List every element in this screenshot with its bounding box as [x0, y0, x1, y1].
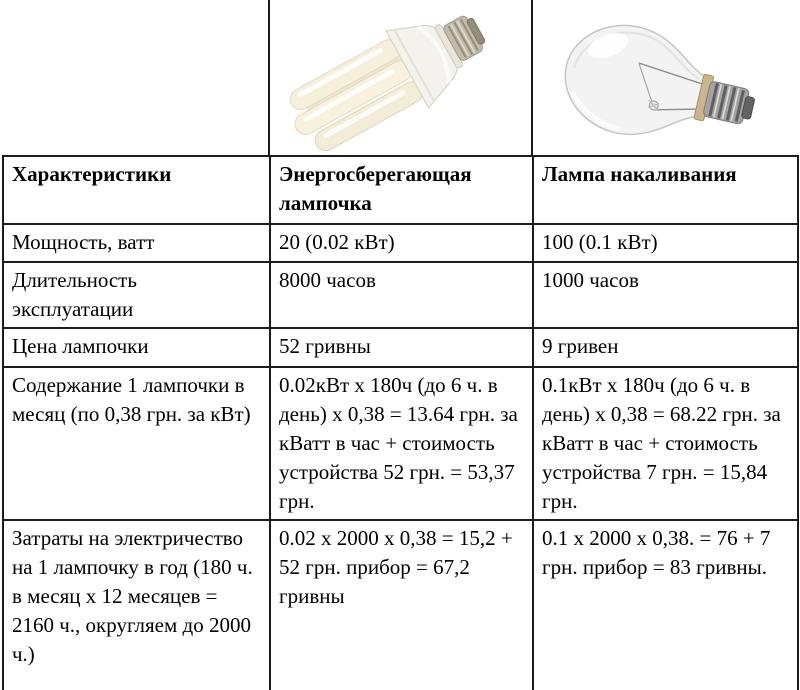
monthly-cost-incandescent-value: 0.1кВт х 180ч (до 6 ч. в день) х 0,38 = 68.22 грн. за кВатт в час + стоимость устройства 7 грн. = 15,84 грн. — [533, 367, 798, 520]
monthly-cost-energy-saving-value: 0.02кВт х 180ч (до 6 ч. в день) х 0,38 = 13.64 грн. за кВатт в час + стоимость устройства 52 грн. = 53,37 грн. — [270, 367, 533, 520]
table-row-yearly-cost — [3, 520, 798, 690]
table-row-monthly-cost — [3, 367, 798, 520]
header-incandescent-lamp: Лампа накаливания — [533, 156, 798, 224]
power-energy-saving-value: 20 (0.02 кВт) — [270, 224, 533, 262]
yearly-cost-energy-saving-value: 0.02 х 2000 х 0,38 = 15,2 + 52 грн. прибор = 67,2 гривны — [270, 520, 533, 690]
table-row-power — [3, 224, 798, 262]
monthly-cost-label: Содержание 1 лампочки в месяц (по 0,38 грн. за кВт) — [3, 367, 270, 520]
incandescent-lamp-photo — [556, 12, 760, 162]
lifetime-energy-saving-value: 8000 часов — [270, 262, 533, 328]
column-divider-line — [268, 0, 270, 157]
energy-saving-lamp-photo — [282, 2, 494, 158]
price-energy-saving-value: 52 гривны — [270, 328, 533, 367]
price-incandescent-value: 9 гривен — [533, 328, 798, 367]
price-label: Цена лампочки — [3, 328, 270, 367]
comparison-table — [2, 155, 799, 690]
power-incandescent-value: 100 (0.1 кВт) — [533, 224, 798, 262]
column-divider-line — [531, 0, 533, 157]
lifetime-incandescent-value: 1000 часов — [533, 262, 798, 328]
table-header-row — [3, 156, 798, 224]
table-row-price — [3, 328, 798, 367]
table-row-lifetime — [3, 262, 798, 328]
power-label: Мощность, ватт — [3, 224, 270, 262]
lifetime-label: Длительность эксплуатации — [3, 262, 270, 328]
yearly-cost-label: Затраты на электричество на 1 лампочку в год (180 ч. в месяц х 12 месяцев = 2160 ч., округляем до 2000 ч.) — [3, 520, 270, 690]
yearly-cost-incandescent-value: 0.1 х 2000 х 0,38. = 76 + 7 грн. прибор = 83 гривны. — [533, 520, 798, 690]
header-energy-saving-lamp: Энергосберегающая лампочка — [270, 156, 533, 224]
header-characteristics: Характеристики — [3, 156, 270, 224]
